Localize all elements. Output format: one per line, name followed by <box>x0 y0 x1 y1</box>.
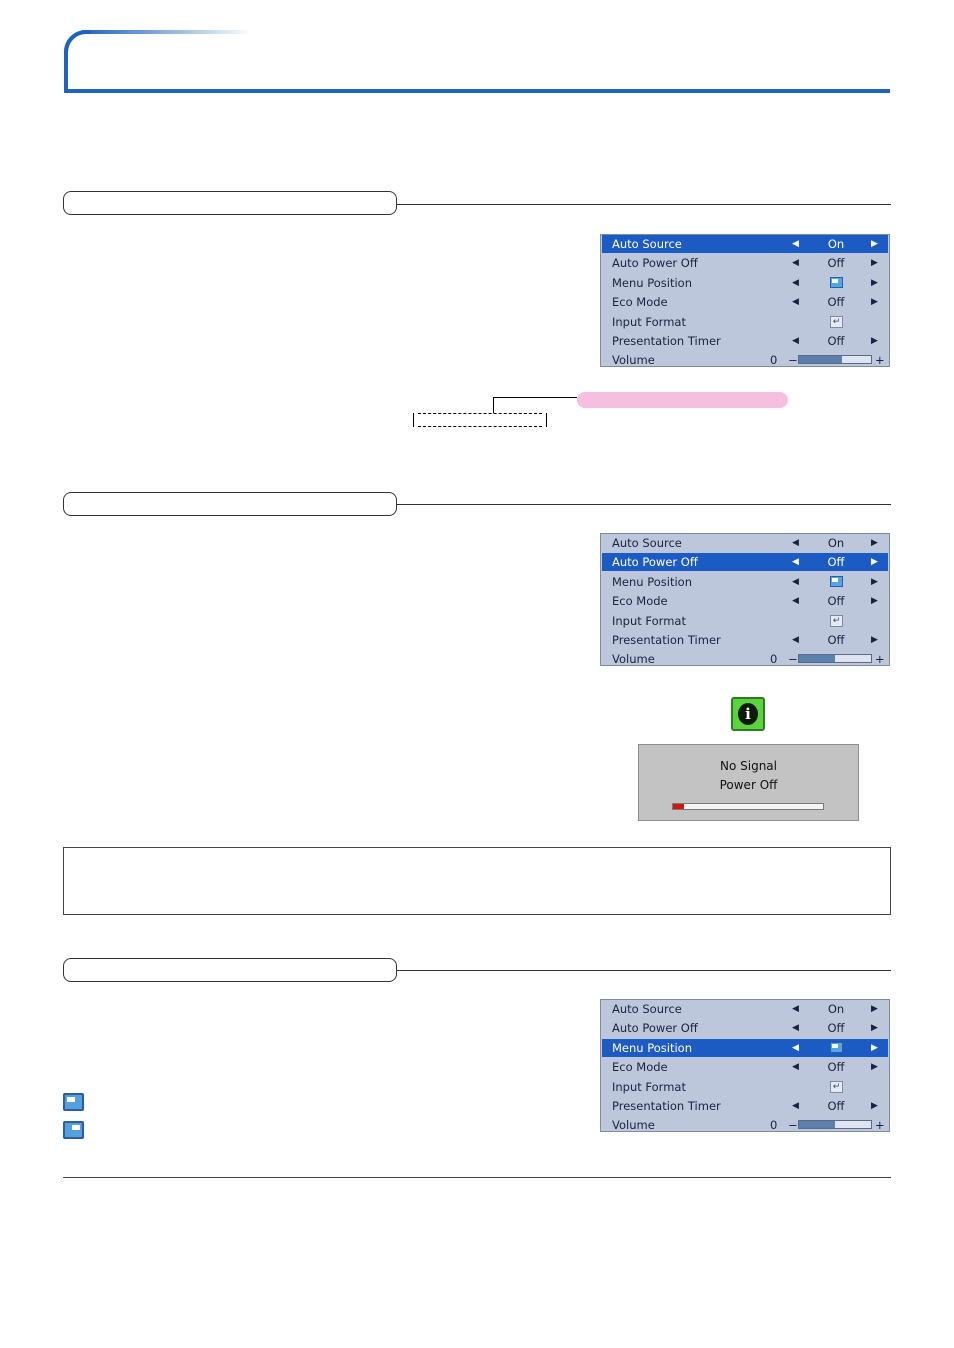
plus-icon: + <box>875 353 885 368</box>
right-arrow-icon[interactable]: ▶ <box>871 1023 878 1034</box>
volume-slider[interactable] <box>798 654 872 663</box>
annotation-label <box>577 392 788 408</box>
power-off-progress-bar <box>672 803 824 810</box>
page-header-frame <box>64 30 890 93</box>
left-arrow-icon[interactable]: ◀ <box>792 1062 799 1073</box>
left-arrow-icon[interactable]: ◀ <box>792 635 799 645</box>
info-glyph: i <box>738 703 758 725</box>
right-arrow-icon[interactable]: ▶ <box>871 557 878 568</box>
section-2-rule <box>397 504 891 505</box>
menu-row[interactable] <box>602 1097 888 1115</box>
right-arrow-icon[interactable]: ▶ <box>871 1004 878 1014</box>
annotation-leader-h <box>493 397 577 398</box>
left-arrow-icon[interactable]: ◀ <box>792 336 799 346</box>
menu-item-label: Volume <box>612 652 655 667</box>
page-header-accent <box>82 30 252 34</box>
menu-row[interactable] <box>602 1116 888 1134</box>
menu-item-value: Off <box>827 334 845 348</box>
info-icon <box>731 697 765 731</box>
enter-icon[interactable]: ↵ <box>830 1081 843 1093</box>
menu-item-label: Eco Mode <box>612 295 668 310</box>
menu-position-icon <box>830 1042 843 1053</box>
message-line-1: No Signal <box>720 759 777 773</box>
section-3-rule <box>397 970 891 971</box>
menu-item-label: Menu Position <box>612 1040 693 1055</box>
message-line-2: Power Off <box>719 778 778 792</box>
section-1-rule <box>397 204 891 205</box>
right-arrow-icon[interactable]: ▶ <box>871 596 878 607</box>
enter-icon[interactable]: ↵ <box>830 316 843 328</box>
left-arrow-icon[interactable]: ◀ <box>792 277 799 288</box>
menu-position-top-right-icon <box>63 1121 84 1139</box>
menu-item-label: Menu Position <box>612 574 693 589</box>
menu-item-label: Volume <box>612 353 655 368</box>
menu-item-label: Auto Source <box>612 237 682 251</box>
menu-item-label: Input Format <box>612 314 686 329</box>
menu-row[interactable] <box>602 1000 888 1018</box>
menu-position-icon <box>830 576 843 587</box>
left-arrow-icon[interactable]: ◀ <box>792 258 799 269</box>
menu-item-label: Presentation Timer <box>612 633 721 647</box>
menu-item-label: Presentation Timer <box>612 1099 721 1113</box>
minus-icon: − <box>788 1118 798 1133</box>
right-arrow-icon[interactable]: ▶ <box>871 1042 878 1053</box>
left-arrow-icon[interactable]: ◀ <box>792 576 799 587</box>
left-arrow-icon[interactable]: ◀ <box>792 1023 799 1034</box>
right-arrow-icon[interactable]: ▶ <box>871 1062 878 1073</box>
menu-item-value: Off <box>827 1021 845 1036</box>
volume-slider[interactable] <box>798 355 872 364</box>
osd-menu-2 <box>600 533 890 666</box>
menu-item-label: Volume <box>612 1118 655 1133</box>
menu-item-label: Presentation Timer <box>612 334 721 348</box>
plus-icon: + <box>875 652 885 667</box>
left-arrow-icon[interactable]: ◀ <box>792 1101 799 1111</box>
left-arrow-icon[interactable]: ◀ <box>792 297 799 308</box>
right-arrow-icon[interactable]: ▶ <box>871 297 878 308</box>
menu-position-icon <box>830 277 843 288</box>
left-arrow-icon[interactable]: ◀ <box>792 1042 799 1053</box>
volume-min-label: 0 <box>770 1118 778 1133</box>
menu-item-value: On <box>827 1002 845 1016</box>
menu-item-value: Off <box>827 555 845 570</box>
menu-row[interactable] <box>602 650 888 668</box>
menu-item-value: Off <box>827 1060 845 1075</box>
section-2-header <box>63 492 397 516</box>
left-arrow-icon[interactable]: ◀ <box>792 538 799 548</box>
menu-item-label: Menu Position <box>612 275 693 290</box>
menu-row[interactable] <box>602 332 888 350</box>
menu-row[interactable] <box>602 553 888 571</box>
section-3-header <box>63 958 397 982</box>
menu-position-top-left-icon <box>63 1093 84 1111</box>
no-signal-message <box>638 744 859 821</box>
menu-row[interactable] <box>602 612 888 630</box>
menu-row[interactable] <box>602 1078 888 1096</box>
note-box <box>63 847 891 915</box>
menu-row[interactable] <box>602 293 888 311</box>
left-arrow-icon[interactable]: ◀ <box>792 557 799 568</box>
right-arrow-icon[interactable]: ▶ <box>871 576 878 587</box>
menu-item-value: Off <box>827 1099 845 1113</box>
volume-min-label: 0 <box>770 353 778 368</box>
volume-slider[interactable] <box>798 1120 872 1129</box>
volume-slider-fill <box>799 1121 835 1128</box>
volume-slider-fill <box>799 655 835 662</box>
menu-item-label: Auto Power Off <box>612 555 698 570</box>
menu-row[interactable] <box>602 573 888 591</box>
menu-row[interactable] <box>602 592 888 610</box>
right-arrow-icon[interactable]: ▶ <box>871 336 878 346</box>
menu-item-value: Off <box>827 256 845 271</box>
menu-item-value: On <box>827 237 845 251</box>
right-arrow-icon[interactable]: ▶ <box>871 258 878 269</box>
volume-min-label: 0 <box>770 652 778 667</box>
menu-item-label: Input Format <box>612 1079 686 1094</box>
right-arrow-icon[interactable]: ▶ <box>871 277 878 288</box>
section-1-header <box>63 191 397 215</box>
menu-row[interactable] <box>602 1019 888 1037</box>
left-arrow-icon[interactable]: ◀ <box>792 239 799 249</box>
plus-icon: + <box>875 1118 885 1133</box>
minus-icon: − <box>788 353 798 368</box>
annotation-leader-v <box>493 397 494 413</box>
minus-icon: − <box>788 652 798 667</box>
right-arrow-icon[interactable]: ▶ <box>871 635 878 645</box>
progress-fill <box>673 804 684 809</box>
menu-row[interactable] <box>602 534 888 552</box>
volume-slider-fill <box>799 356 842 363</box>
menu-row[interactable] <box>602 254 888 272</box>
menu-item-value: On <box>827 536 845 550</box>
menu-item-label: Auto Power Off <box>612 1021 698 1036</box>
footer-rule <box>63 1177 891 1178</box>
menu-row[interactable] <box>602 274 888 292</box>
menu-item-label: Auto Source <box>612 536 682 550</box>
menu-row[interactable] <box>602 235 888 253</box>
menu-item-label: Input Format <box>612 613 686 628</box>
osd-menu-1 <box>600 234 890 367</box>
right-arrow-icon[interactable]: ▶ <box>871 1101 878 1111</box>
left-arrow-icon[interactable]: ◀ <box>792 596 799 607</box>
menu-item-value: Off <box>827 594 845 609</box>
menu-item-label: Auto Power Off <box>612 256 698 271</box>
menu-row[interactable] <box>602 631 888 649</box>
right-arrow-icon[interactable]: ▶ <box>871 239 878 249</box>
menu-item-value: Off <box>827 633 845 647</box>
osd-menu-3 <box>600 999 890 1132</box>
menu-item-value: Off <box>827 295 845 310</box>
enter-icon[interactable]: ↵ <box>830 615 843 627</box>
menu-item-label: Auto Source <box>612 1002 682 1016</box>
menu-row[interactable] <box>602 1039 888 1057</box>
menu-row[interactable] <box>602 351 888 369</box>
menu-row[interactable] <box>602 1058 888 1076</box>
menu-row[interactable] <box>602 313 888 331</box>
menu-item-label: Eco Mode <box>612 594 668 609</box>
left-arrow-icon[interactable]: ◀ <box>792 1004 799 1014</box>
right-arrow-icon[interactable]: ▶ <box>871 538 878 548</box>
menu-item-label: Eco Mode <box>612 1060 668 1075</box>
annotation-bracket <box>413 413 547 427</box>
